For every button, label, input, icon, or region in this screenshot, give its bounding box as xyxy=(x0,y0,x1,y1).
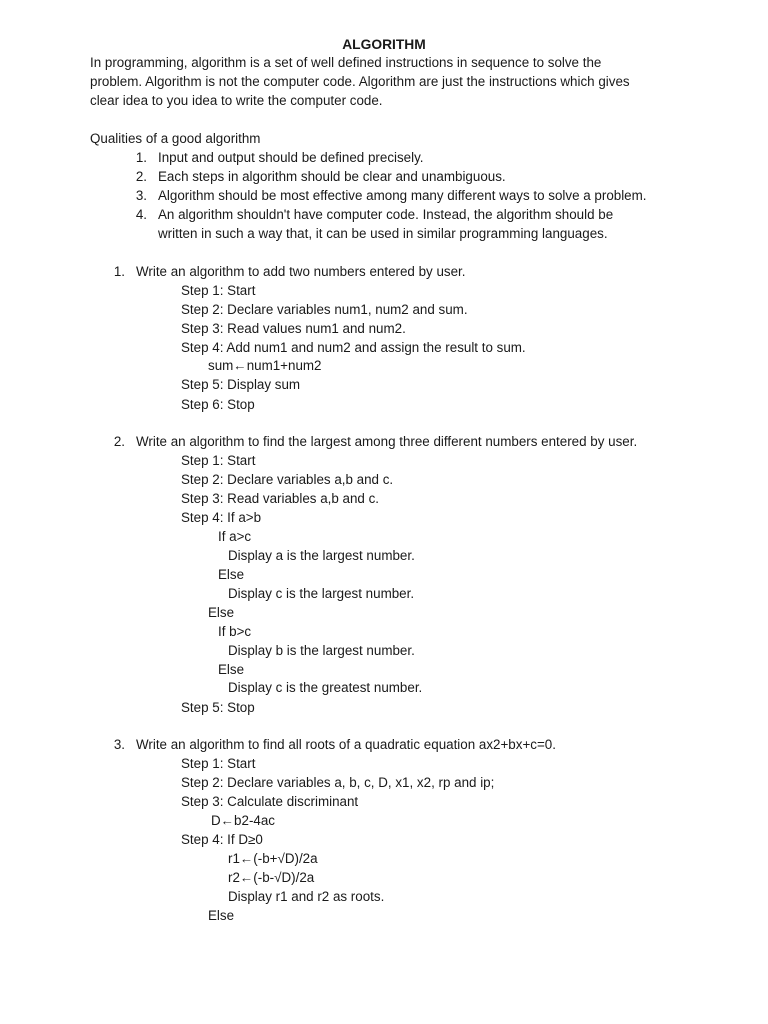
step-line: Step 1: Start xyxy=(181,756,256,771)
example-heading: Write an algorithm to add two numbers entered by user. xyxy=(136,264,466,279)
step-line: Step 2: Declare variables a, b, c, D, x1, x2, rp and ip; xyxy=(181,775,495,790)
step-line: If a>c xyxy=(218,529,252,544)
step-line: Display c is the largest number. xyxy=(228,586,415,601)
quality-item: Algorithm should be most effective among many different ways to solve a problem. xyxy=(158,188,647,203)
step-line: Else xyxy=(218,662,245,677)
step-line: Display b is the largest number. xyxy=(228,643,415,658)
step-line: Step 3: Read variables a,b and c. xyxy=(181,491,380,506)
intro-line: In programming, algorithm is a set of well defined instructions in sequence to solve the xyxy=(90,55,602,70)
step-line: r2←(-b-√D)/2a xyxy=(228,870,315,885)
step-line: Step 3: Read values num1 and num2. xyxy=(181,321,406,336)
quality-item: Input and output should be defined precisely. xyxy=(158,150,424,165)
step-line: Step 4: If D≥0 xyxy=(181,832,263,847)
example-number: 3. xyxy=(113,737,125,752)
step-line: sum←num1+num2 xyxy=(208,358,322,373)
intro-line: clear idea to you idea to write the computer code. xyxy=(90,93,383,108)
document-title: ALGORITHM xyxy=(342,37,426,52)
intro-line: problem. Algorithm is not the computer code. Algorithm are just the instructions which gives xyxy=(90,74,630,89)
quality-number: 1. xyxy=(135,150,147,165)
step-line: Step 5: Stop xyxy=(181,700,255,715)
quality-number: 3. xyxy=(135,188,147,203)
step-line: Display r1 and r2 as roots. xyxy=(228,889,385,904)
step-line: Else xyxy=(208,908,235,923)
step-line: Step 5: Display sum xyxy=(181,377,301,392)
example-heading: Write an algorithm to find all roots of a quadratic equation ax2+bx+c=0. xyxy=(136,737,556,752)
step-line: Step 1: Start xyxy=(181,283,256,298)
step-line: D←b2-4ac xyxy=(211,813,276,828)
quality-item-continuation: written in such a way that, it can be used in similar programming languages. xyxy=(158,226,608,241)
example-number: 2. xyxy=(113,434,125,449)
step-line: r1←(-b+√D)/2a xyxy=(228,851,318,866)
step-line: Step 6: Stop xyxy=(181,397,255,412)
quality-number: 4. xyxy=(135,207,147,222)
step-line: Display c is the greatest number. xyxy=(228,680,423,695)
step-line: Display a is the largest number. xyxy=(228,548,415,563)
step-line: Else xyxy=(218,567,245,582)
step-line: Step 2: Declare variables num1, num2 and sum. xyxy=(181,302,468,317)
step-line: Step 4: If a>b xyxy=(181,510,262,525)
quality-item: Each steps in algorithm should be clear and unambiguous. xyxy=(158,169,506,184)
example-heading: Write an algorithm to find the largest among three different numbers entered by user. xyxy=(136,434,638,449)
step-line: Step 1: Start xyxy=(181,453,256,468)
step-line: If b>c xyxy=(218,624,252,639)
step-line: Step 3: Calculate discriminant xyxy=(181,794,359,809)
example-number: 1. xyxy=(113,264,125,279)
step-line: Step 2: Declare variables a,b and c. xyxy=(181,472,394,487)
step-line: Else xyxy=(208,605,235,620)
quality-number: 2. xyxy=(135,169,147,184)
step-line: Step 4: Add num1 and num2 and assign the result to sum. xyxy=(181,340,526,355)
quality-item: An algorithm shouldn't have computer code. Instead, the algorithm should be xyxy=(158,207,614,222)
qualities-heading: Qualities of a good algorithm xyxy=(90,131,261,146)
